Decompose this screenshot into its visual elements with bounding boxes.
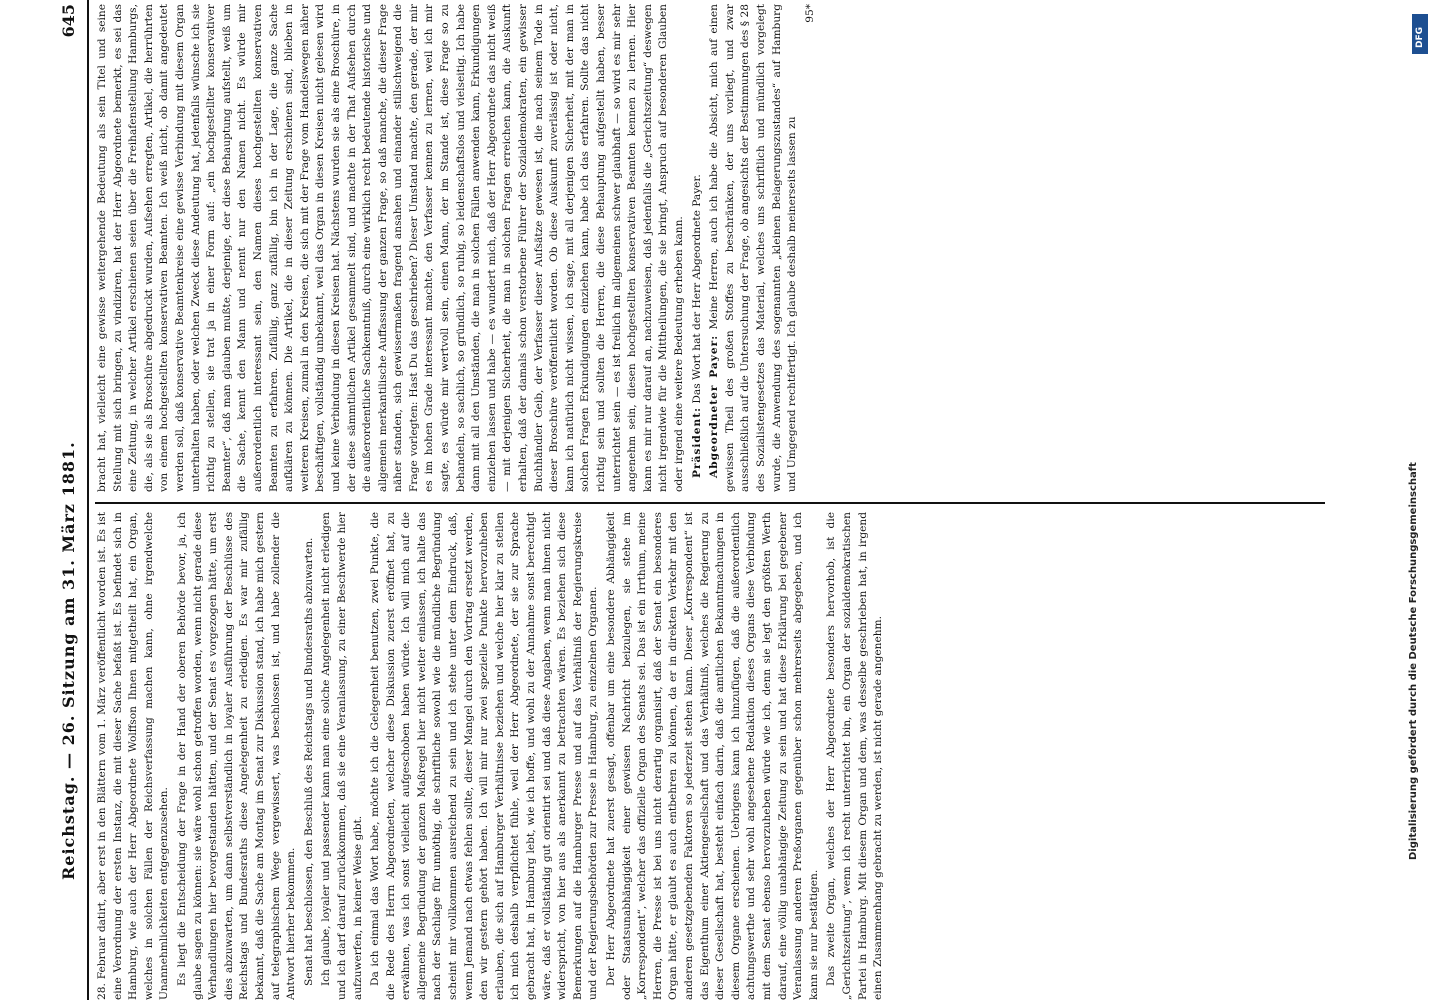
speaker-president: Präsident: [690,406,703,478]
paragraph: Das zweite Organ, welches der Herr Abgeordnete besonders hervorhob, ist die „Gerichtszeitung“, wenn ich recht unterrichtet bin, ein Organ der sozialdemokratischen Partei in Hamburg. Mit diesem Organ und dem, was desselbe geschrieben hat, in irgend einen Zusammenhang gebracht zu werden, ist nicht gerade angenehm. [825,512,885,1000]
paragraph: Der Herr Abgeordnete hat zuerst gesagt, offenbar um eine besondere Abhängigkeit oder Staatsunabhängigkeit einer gewissen Nachricht beizulegen, sie stehe im „Korrespondent“, welcher das offizielle Organ des Senats sei. Das ist ein Irrthum, meine Herren, die Presse ist bei uns nicht derartig organisirt, daß der Senat ein besonderes Organ hätte, er glaubt es auch entbehren zu können, da er in direkten Verkehr mit den anderen gesetzgebenden Faktoren so jederzeit stehen kann. Dieser „Korrespondent“ ist das Eigenthum einer Aktiengesellschaft und das Verhältniß, welches die Regierung zu dieser Gesellschaft hat, besteht einfach darin, daß die amtlichen Bekanntmachungen in diesem Organe erscheinen. Uebrigens kann ich hinzufügen, daß die außerordentlich achtungswerthe und sehr wohl angesehene Redaktion dieses Organs diese Verbindung mit dem Senat ebenso hervorzuheben würde wie ich, denn sie legt den größten Werth darauf, eine völlig unabhängige Zeitung zu sein und hat diese Erklärung bei gegebener Veranlassung anderen Preßorganen gegenüber schon mehrerseits abgegeben, und ich kann sie nur bestätigen. [605,512,820,1000]
payer-paragraph [707,4,801,492]
left-column [95,512,1325,1000]
rotated-newspaper-page [55,0,1345,1000]
payer-text: Meine Herren, auch ich habe die Absicht, mich auf einen gewissen Theil des großen Stoffes zu beschränken, der uns vorliegt, und zwar ausschließlich auf die Untersuchung der Frage, ob angesichts der Bestimmungen des § 28 des Sozialistengesetzes das Material, welches uns schriftlich und mündlich vorgelegt wurde, die Anwendung des sogenannten „kleinen Belagerungszustandes“ auf Hamburg und Umgegend rechtfertigt. Ich glaube deshalb meinerseits lassen zu [708,4,799,492]
page-number: 645 [59,4,78,38]
paragraph: Senat hat beschlossen, den Beschluß des Reichstags und Bundesraths abzuwarten. [302,537,315,986]
digitization-text: Digitalisierung gefördert durch die Deutsche Forschungsgemeinschaft [1408,462,1419,860]
speaker-payer: Abgeordneter Payer: [708,334,721,478]
header-rule [87,0,89,1000]
paragraph: 28. Februar datirt, aber erst in den Blättern vom 1. März veröffentlicht worden ist. Es ist eine Verordnung der ersten Instanz, die mit dieser Sache befaßt ist. Es befindet sich in Hamburg, wie auch der Herr Abgeordnete Wolffson Ihnen mitgetheilt hat, ein Organ, welches in solchen Fällen der Reichsverfassung machen kann, ohne irgendwelche Unannehmlichkeiten entgegenzusehen. [96,512,171,1000]
dfg-logo [1412,14,1428,54]
paragraph: Da ich einmal das Wort habe, möchte ich die Gelegenheit benutzen, zwei Punkte, die die Rede des Herrn Abgeordneten, welcher diese Diskussion zuerst eröffnet hat, zu erwähnen, was ich sonst vielleicht aufgeschoben haben würde. Ich will mich auf die allgemeine Begründung der ganzen Maßregel hier nicht weiter einlassen, ich halte das nach der Sachlage für unnöthig, die schriftliche sowohl wie die mündliche Begründung scheint mir vollkommen ausreichend zu sein und ich stehe unter dem Eindruck, daß, wenn Jemand nach etwas fehlen sollte, dieser Mangel durch den Vortrag ersetzt werden, den wir gestern gehört haben. Ich will mir nur zwei spezielle Punkte hervorzuheben erlauben, die sich auf Hamburger Verhältnisse beziehen und welche hier klar zu stellen ich mich deshalb verpflichtet fühle, weil der Herr Abgeordnete, der sie zur Sprache gebracht hat, in Hamburg lebt, wie ich hoffe, und wohl zu der Annahme sonst berechtigt wäre, daß er vollständig gut orientirt sei und daß diese Angaben, wenn man ihnen nicht widerspricht, von hier aus als anerkannt zu betrachten wären. Es beziehen sich diese Bemerkungen auf die Hamburger Presse und auf das Verhältniß der Regierungskreise und der Regierungsbehörden zur Presse in Hamburg, zu einzelnen Organen. [369,512,600,1000]
president-text: Das Wort hat der Herr Abgeordnete Payer. [690,174,703,404]
page-header [55,0,85,1000]
paragraph: Ich glaube, loyaler und passender kann man eine solche Angelegenheit nicht erledigen und ich darf darauf zurückkommen, daß sie eine Veranlassung, zu einer Beschwerde hier aufzuwerfen, in keiner Weise gibt. [320,512,364,1000]
signature-mark: 95* [803,4,816,23]
column-divider [95,502,1325,504]
president-paragraph [690,4,706,492]
page-title: Reichstag. — 26. Sitzung am 31. März 1881. [59,441,78,880]
digitization-note [1408,160,1428,860]
right-column [95,4,1325,492]
dfg-logo-text: DFG [1415,26,1425,48]
paragraph: Es liegt die Entscheidung der Frage in der Hand der oberen Behörde bevor, ja, ich glaube sagen zu können: sie wäre wohl schon getroffen worden, wenn nicht gerade diese Verhandlungen hier bevorgestanden hätten, und der Senat es vorgezogen hätte, um erst dies abzuwarten, um dann selbstverständlich in loyaler Ausführung der Beschlüsse des Reichstags und Bundesraths diese Angelegenheit zu erledigen. Es war mir zufällig bekannt, daß die Sache am Montag im Senat zur Diskussion stand, ich habe mich gestern auf telegraphischem Wege vergewissert, was beschlossen ist, und habe zollender die Antwort hierher bekommen. [175,512,298,1000]
paragraph: bracht hat, vielleicht eine gewisse weitergehende Bedeutung als sein Titel und seine Stellung mit sich bringen, zu vindiziren, hat der Herr Abgeordnete bemerkt, es sei das eine Zeitung, in welcher Artikel erschienen seien über die Freihafenstellung Hamburgs, die, als sie als Broschüre abgedruckt wurden, Aufsehen erregten, Artikel, die herrührten von einem hochgestellten konservativen Beamten. Ich weiß nicht, ob damit angedeutet werden soll, daß konservative Beamtenkreise eine gewisse Verbindung mit diesem Organ unterhalten haben, oder welchen Zweck diese Andeutung hat, jedenfalls wünsche ich sie richtig zu stellen, sie trat ja in einer Form auf: „ein hochgestellter konservativer Beamter“, daß man glauben mußte, derjenige, der diese Behauptung aufstellt, weiß um die Sache, kennt den Mann und nennt nur den Namen nicht. Es würde mir außerordentlich interessant sein, den Namen dieses hochgestellten konservativen Beamten zu erfahren. Zufällig, ganz zufällig, bin ich in der Lage, die ganze Sache aufklären zu können. Die Artikel, die in dieser Zeitung erschienen sind, blieben in weiteren Kreisen, zumal in den Kreisen, die sich mit der Frage vom Handelswegen näher beschäftigen, vollständig unbekannt, weil das Organ in diesen Kreisen nicht gelesen wird und keine Verbindung in diesen Kreisen hat. Nächstens wurden sie als eine Broschüre, in der diese sämmtlichen Artikel gesammelt sind, und machte in der That Aufsehen durch die außerordentliche Sachkenntniß, durch eine wirklich recht bedeutende historische und allgemein merkantilische Auffassung der ganzen Frage, so daß manche, die dieser Frage näher standen, sich gewissermaßen fragend ansahen und einander stillschweigend die Frage vorlegten: Hast Du das geschrieben? Dieser Umstand machte, den gerade, der mir es im hohen Grade interessant machte, den Verfasser kennen zu lernen, weil ich mir sagte, es würde mir wertvoll sein, einen Mann, der im Stande ist, diese Frage so zu behandeln, so sachlich, so gründlich, so ruhig, so leidenschaftslos und vielseitig. Ich habe dann mit all den Umständen, die man in solchen Fällen anwenden kann, Erkundigungen einziehen lassen und habe — es wundert mich, daß der Herr Abgeordnete das nicht weiß — mit derjenigen Sicherheit, die man in solchen Fragen erreichen kann, die Auskunft erhalten, daß der damals schon verstorbene Führer der Sozialdemokraten, ein gewisser Buchhändler Geib, der Verfasser dieser Aufsätze gewesen ist, die nach seinem Tode in dieser Broschüre veröffentlicht worden. Ob diese Auskunft zuverlässig ist oder nicht, kann ich natürlich nicht wissen, ich sage, mit all derjenigen Sicherheit, mit der man in solchen Fragen Erkundigungen einziehen kann, habe ich das erfahren. Sollte das nicht richtig sein und sollten die Herren, die diese Behauptung aufgestellt haben, besser unterrichtet sein — es ist freilich im allgemeinen schwer glaubhaft — so wird es mir sehr angenehm sein, diesen hochgestellten konservativen Beamten kennen zu lernen. Hier kann es mir nur darauf an, nachzuweisen, daß jedenfalls die „Gerichtszeitung“ deswegen nicht irgendwie für die Mittheilungen, die sie bringt, Anspruch auf besonderen Glauben oder irgend eine weitere Bedeutung erheben kann. [96,4,685,492]
